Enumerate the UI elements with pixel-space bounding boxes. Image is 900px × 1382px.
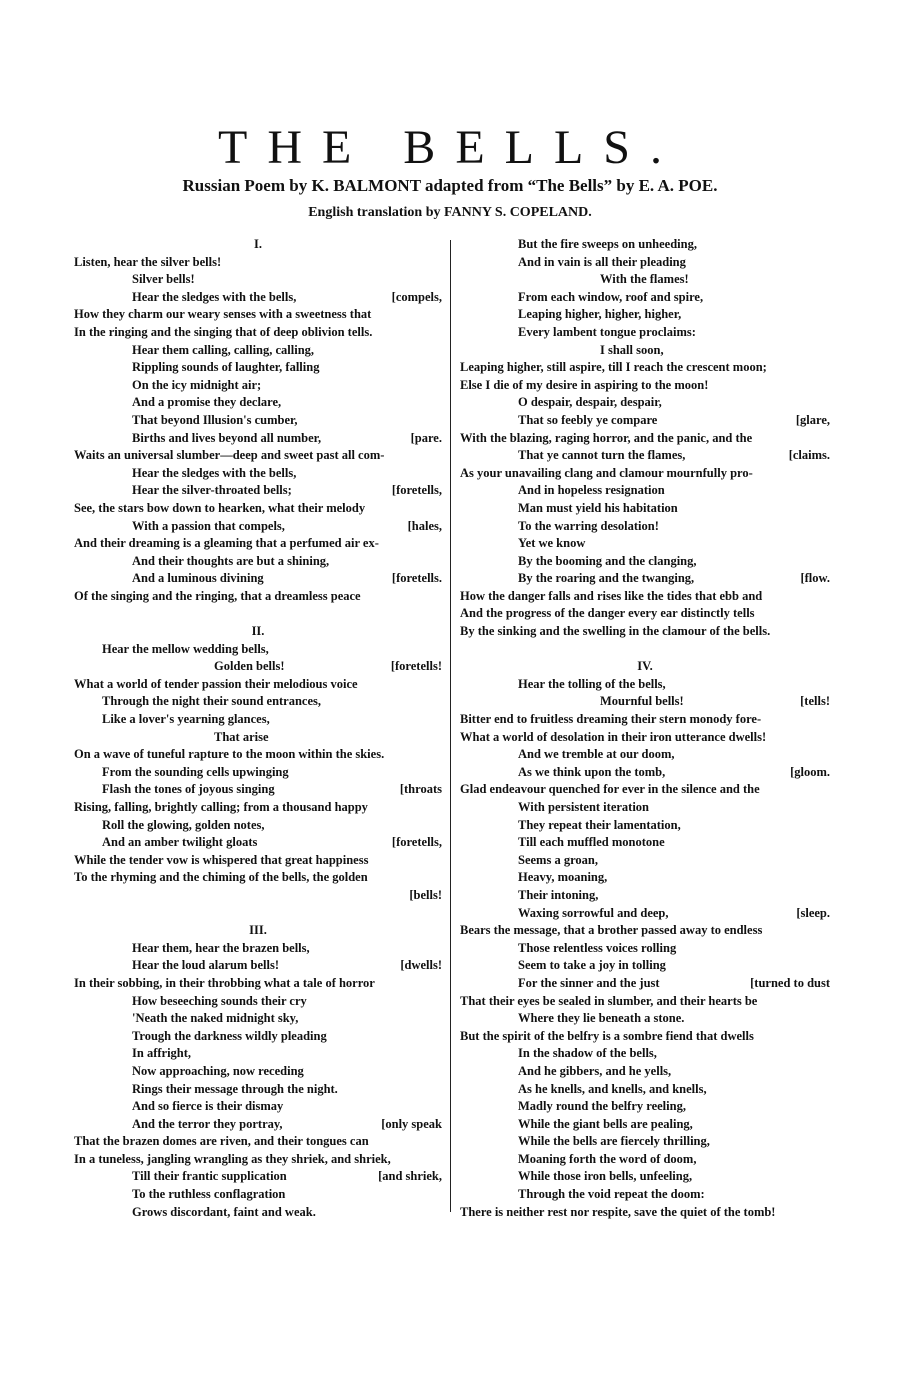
poem-line [74,834,442,852]
poem-line [460,342,830,360]
poem-line [460,905,830,923]
poem-line [460,1081,830,1099]
poem-line [74,817,442,835]
poem-line [460,605,830,623]
line-text: And the progress of the danger every ear distinctly tells [460,606,755,621]
line-text: But the spirit of the belfry is a sombre fiend that dwells [460,1028,754,1043]
line-text: Man must yield his habitation [518,500,678,515]
line-text: From each window, roof and spire, [518,289,704,304]
line-text: But the fire sweeps on unheeding, [518,237,697,251]
line-text: Leaping higher, still aspire, till I reach the crescent moon; [460,360,767,375]
poem-line [460,1204,830,1222]
stanza-number-text: I. [254,237,262,251]
line-text: With persistent iteration [518,800,650,814]
poem-line [74,1204,442,1222]
translation-credit: English translation by FANNY S. COPELAND. [308,205,592,220]
poem-line [460,465,830,483]
poem-line [74,676,442,694]
stanza-number-text: IV. [637,659,653,674]
line-text: Through the night their sound entrances, [102,694,322,709]
poem-line [74,852,442,870]
poem-line [74,693,442,711]
line-text: Else I die of my desire in aspiring to the moon! [460,377,709,392]
poem-line [460,1098,830,1116]
stanza-gap [74,605,442,623]
poem-line [460,1116,830,1134]
poem-line [460,289,830,307]
line-text: That ye cannot turn the flames, [518,448,686,463]
turnover-text: [foretells, [391,835,442,850]
stanza-number [74,236,442,254]
line-text: Mournful bells! [600,694,684,709]
poem-line [460,623,830,641]
line-text: With a passion that compels, [132,518,285,533]
poem-line [74,1151,442,1169]
line-text: Trough the darkness wildly pleading [132,1028,327,1043]
poem-line [460,1133,830,1151]
line-text: And their thoughts are but a shining, [132,553,330,568]
line-text: Hear the sledges with the bells, [132,465,297,480]
line-text: And a luminous divining [132,571,264,586]
line-text: And he gibbers, and he yells, [518,1063,672,1078]
line-text: And we tremble at our doom, [518,747,675,762]
poem-line [460,869,830,887]
poem-line [74,430,442,448]
poem-line [74,570,442,588]
poem-line [74,518,442,536]
turnover-text: [dwells! [400,958,442,973]
turnover-text: [hales, [407,518,442,533]
line-text: Hear them calling, calling, calling, [132,342,315,357]
poem-line [74,254,442,272]
poem-line [460,535,830,553]
line-text: Waxing sorrowful and deep, [518,905,669,920]
line-text: Rings their message through the night. [132,1081,338,1096]
line-text: By the booming and the clanging, [518,553,697,568]
turnover-text: [throats [399,782,442,797]
line-text: There is neither rest nor respite, save the quiet of the tomb! [460,1204,776,1219]
right-column [460,236,830,1221]
line-text: As he knells, and knells, and knells, [518,1081,707,1096]
poem-line [460,676,830,694]
line-text: Listen, hear the silver bells! [74,254,222,269]
poem-line [460,306,830,324]
line-text: Silver bells! [132,272,195,287]
poem-line [460,764,830,782]
line-text: On the icy midnight air; [132,377,262,392]
line-text: Hear the sledges with the bells, [132,289,297,304]
poem-line [460,1151,830,1169]
line-text: To the ruthless conflagration [132,1187,286,1202]
turnover-text: [gloom. [790,764,830,779]
poem-line [460,570,830,588]
line-text: How they charm our weary senses with a sweetness that [74,307,372,322]
poem-line [460,834,830,852]
line-text: How beseeching sounds their cry [132,993,307,1008]
poem-line [74,412,442,430]
left-column [74,236,442,1221]
line-text: I shall soon, [600,342,664,357]
poem-subtitle: Russian Poem by K. BALMONT adapted from “The Bells” by E. A. POE. [182,176,718,195]
line-text: That their eyes be sealed in slumber, and their hearts be [460,993,758,1008]
line-text: Hear the loud alarum bells! [132,958,279,973]
poem-line [74,535,442,553]
line-text: Bears the message, that a brother passed away to endless [460,923,763,938]
poem-line [460,957,830,975]
line-text: And a promise they declare, [132,395,282,410]
line-text: Where they lie beneath a stone. [518,1011,685,1026]
line-text: Rippling sounds of laughter, falling [132,360,320,375]
poem-line [74,957,442,975]
poem-line [74,658,442,676]
poem-line [74,1133,442,1151]
poem-line [74,746,442,764]
line-text: Madly round the belfry reeling, [518,1099,686,1114]
line-text: Heavy, moaning, [518,870,608,885]
poem-line [74,377,442,395]
line-text: How the danger falls and rises like the tides that ebb and [460,588,763,603]
poem-line [460,1063,830,1081]
line-text: And so fierce is their dismay [132,1099,284,1114]
line-text: While those iron bells, unfeeling, [518,1169,693,1184]
line-text: By the sinking and the swelling in the clamour of the bells. [460,624,771,639]
line-text: For the sinner and the just [518,975,660,990]
poem-line [460,940,830,958]
poem-line [74,869,442,887]
poem-line [74,993,442,1011]
line-text: Roll the glowing, golden notes, [102,817,265,832]
poem-line [74,799,442,817]
poem-line [460,922,830,940]
turnover-text: [and shriek, [378,1169,442,1184]
line-text: While the tender vow is whispered that great happiness [74,852,369,867]
line-text: In their sobbing, in their throbbing what a tale of horror [74,975,375,990]
poem-line [74,1098,442,1116]
poem-line [460,377,830,395]
poem-line [460,887,830,905]
poem-line [74,1186,442,1204]
line-text: Births and lives beyond all number, [132,430,322,445]
poem-line [74,306,442,324]
poem-line [460,1010,830,1028]
poem-line [74,764,442,782]
poem-line [460,729,830,747]
poem-line [74,500,442,518]
line-text: To the warring desolation! [518,518,659,533]
turnover-text: [bells! [409,887,442,902]
poem-line [74,359,442,377]
line-text: While the giant bells are pealing, [518,1116,693,1131]
line-text: Yet we know [518,536,586,551]
line-text: Flash the tones of joyous singing [102,782,275,797]
poem-line [460,993,830,1011]
poem-line [74,1081,442,1099]
poem-line [460,271,830,289]
poem-line [74,940,442,958]
poem-line [74,711,442,729]
line-text: In affright, [132,1046,192,1061]
poem-line [460,394,830,412]
line-text: On a wave of tuneful rapture to the moon within the skies. [74,747,385,762]
line-text: While the bells are fiercely thrilling, [518,1134,710,1149]
line-text: Those relentless voices rolling [518,940,677,955]
poem-line [460,430,830,448]
poem-line [74,324,442,342]
poem-line [74,975,442,993]
poem-line [74,342,442,360]
stanza-number [74,922,442,940]
line-text: Bitter end to fruitless dreaming their stern monody fore- [460,712,762,727]
line-text: Every lambent tongue proclaims: [518,324,696,339]
poem-line [460,1168,830,1186]
stanza-gap [460,641,830,659]
turnover-text: [foretells, [391,483,442,498]
poem-line [74,289,442,307]
poem-line [74,1116,442,1134]
poem-line [460,746,830,764]
line-text: That arise [214,729,269,744]
line-text: They repeat their lamentation, [518,817,681,832]
line-text: Like a lover's yearning glances, [102,712,270,727]
line-text: To the rhyming and the chiming of the bells, the golden [74,870,368,885]
poem-line [74,447,442,465]
turnover-text: [flow. [800,571,830,586]
line-text: And their dreaming is a gleaming that a perfumed air ex- [74,536,379,551]
poem-line [460,817,830,835]
poem-line [74,1045,442,1063]
poem-line [74,394,442,412]
turnover-text: [sleep. [796,905,830,920]
line-text: Hear the mellow wedding bells, [102,641,269,656]
line-text: Till each muffled monotone [518,835,665,850]
poem-line [460,693,830,711]
line-text: From the sounding cells upwinging [102,764,289,779]
line-text: And the terror they portray, [132,1116,283,1131]
column-divider [450,240,451,1212]
line-text: And in hopeless resignation [518,483,665,498]
line-text: Hear them, hear the brazen bells, [132,940,310,955]
line-text: With the blazing, raging horror, and the panic, and the [460,430,753,445]
poem-line [460,518,830,536]
line-text: Waits an universal slumber—deep and sweet past all com- [74,448,385,463]
poem-line [460,447,830,465]
poem-line [460,799,830,817]
line-text: O despair, despair, despair, [518,395,662,410]
line-text: In the shadow of the bells, [518,1046,657,1061]
line-text: In a tuneless, jangling wrangling as they shriek, and shriek, [74,1151,391,1166]
poem-line [460,1045,830,1063]
poem-line [74,641,442,659]
stanza-number [74,623,442,641]
line-text: Their intoning, [518,887,599,902]
poem-line [460,1186,830,1204]
poem-line [460,500,830,518]
line-text: As your unavailing clang and clamour mournfully pro- [460,465,753,480]
poem-line [460,482,830,500]
line-text: What a world of desolation in their iron utterance dwells! [460,729,767,744]
stanza-number-text: III. [249,923,267,938]
line-text: Seem to take a joy in tolling [518,958,666,973]
poem-line [460,711,830,729]
poem-line [74,887,442,905]
line-text: Seems a groan, [518,852,598,867]
poem-line [74,271,442,289]
line-text: What a world of tender passion their melodious voice [74,676,358,691]
line-text: That beyond Illusion's cumber, [132,412,298,427]
line-text: That the brazen domes are riven, and their tongues can [74,1134,369,1149]
line-text: Now approaching, now receding [132,1063,304,1078]
line-text: Moaning forth the word of doom, [518,1151,697,1166]
poem-line [460,852,830,870]
poem-line [460,781,830,799]
poem-line [74,553,442,571]
line-text: That so feebly ye compare [518,412,658,427]
line-text: With the flames! [600,272,689,287]
poem-line [74,465,442,483]
poem-line [460,324,830,342]
line-text: Of the singing and the ringing, that a dreamless peace [74,588,361,603]
turnover-text: [pare. [410,430,442,445]
poem-line [460,359,830,377]
turnover-text: [compels, [391,289,442,304]
poem-line [460,975,830,993]
line-text: 'Neath the naked midnight sky, [132,1011,299,1026]
line-text: Leaping higher, higher, higher, [518,307,682,322]
poem-line [460,412,830,430]
line-text: Grows discordant, faint and weak. [132,1204,316,1219]
poem-line [460,1028,830,1046]
poem-line [460,588,830,606]
poem-line [74,781,442,799]
line-text: Glad endeavour quenched for ever in the silence and the [460,782,760,797]
line-text: Golden bells! [214,659,285,674]
poem-line [74,1063,442,1081]
line-text: And an amber twilight gloats [102,835,258,850]
poem-line [460,236,830,254]
stanza-number-text: II. [251,624,265,639]
poem-line [74,482,442,500]
line-text: Till their frantic supplication [132,1169,287,1184]
line-text: Hear the tolling of the bells, [518,676,666,691]
turnover-text: [tells! [800,694,830,709]
turnover-text: [glare, [795,412,830,427]
line-text: In the ringing and the singing that of deep oblivion tells. [74,324,373,339]
poem-line [460,553,830,571]
line-text: By the roaring and the twanging, [518,571,695,586]
turnover-text: [turned to dust [750,975,830,990]
poem-line [74,588,442,606]
poem-line [74,1028,442,1046]
poem-line [74,1168,442,1186]
poem-line [74,1010,442,1028]
line-text: Hear the silver-throated bells; [132,483,292,498]
line-text: Rising, falling, brightly calling; from a thousand happy [74,800,368,814]
poem-title: THE BELLS. [218,121,682,174]
poem-line [460,254,830,272]
poem-line [74,729,442,747]
line-text: And in vain is all their pleading [518,254,686,269]
turnover-text: [foretells! [390,659,442,674]
stanza-gap [74,905,442,923]
line-text: See, the stars bow down to hearken, what their melody [74,500,366,515]
turnover-text: [claims. [788,448,830,463]
line-text: Through the void repeat the doom: [518,1187,705,1202]
turnover-text: [foretells. [391,571,442,586]
stanza-number [460,658,830,676]
turnover-text: [only speak [381,1116,442,1131]
line-text: As we think upon the tomb, [518,764,666,779]
